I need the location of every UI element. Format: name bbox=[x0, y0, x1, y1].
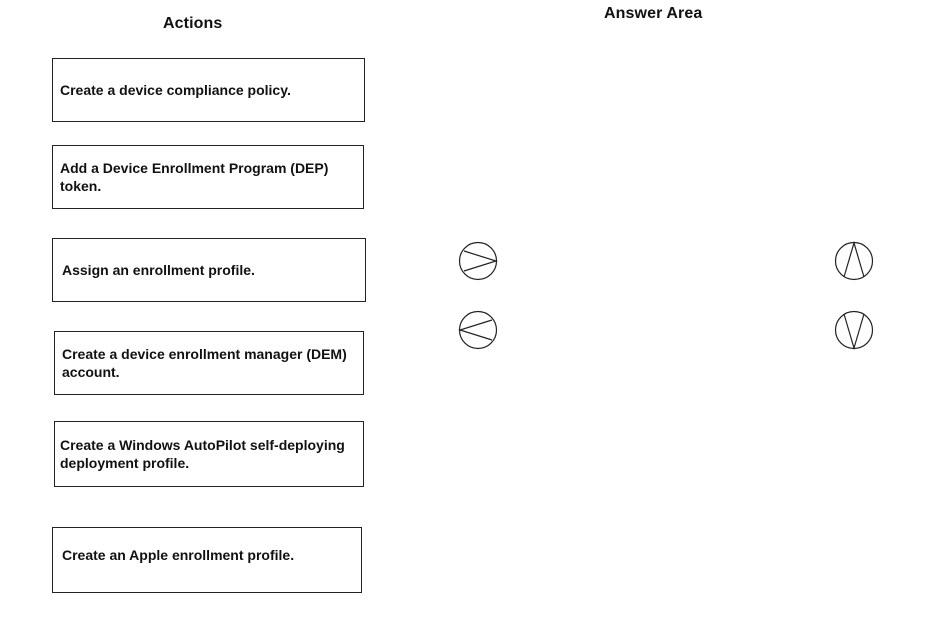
action-item-dep-token[interactable] bbox=[52, 145, 364, 209]
action-item-label: Add a Device Enrollment Program (DEP) token. bbox=[60, 160, 329, 194]
move-up-button[interactable] bbox=[834, 241, 874, 281]
action-item-label: Create a device enrollment manager (DEM) account. bbox=[62, 346, 347, 380]
chevron-down-icon bbox=[834, 310, 874, 350]
action-item-label: Create a Windows AutoPilot self-deploying deployment profile. bbox=[60, 437, 345, 471]
action-item-label: Create a device compliance policy. bbox=[60, 82, 291, 98]
answer-area-dropzone[interactable] bbox=[520, 40, 810, 600]
actions-heading: Actions bbox=[163, 15, 223, 32]
move-right-button[interactable] bbox=[458, 241, 498, 281]
answer-area-heading: Answer Area bbox=[604, 5, 703, 22]
action-item-autopilot-profile[interactable] bbox=[54, 421, 364, 487]
move-down-button[interactable] bbox=[834, 310, 874, 350]
chevron-left-icon bbox=[458, 310, 498, 350]
action-item-label: Assign an enrollment profile. bbox=[62, 262, 255, 278]
chevron-right-icon bbox=[458, 241, 498, 281]
action-item-compliance-policy[interactable] bbox=[52, 58, 365, 122]
move-left-button[interactable] bbox=[458, 310, 498, 350]
action-item-dem-account[interactable] bbox=[54, 331, 364, 395]
chevron-up-icon bbox=[834, 241, 874, 281]
action-item-assign-enrollment-profile[interactable] bbox=[52, 238, 366, 302]
action-item-apple-enrollment-profile[interactable] bbox=[52, 527, 362, 593]
action-item-label: Create an Apple enrollment profile. bbox=[62, 547, 295, 563]
